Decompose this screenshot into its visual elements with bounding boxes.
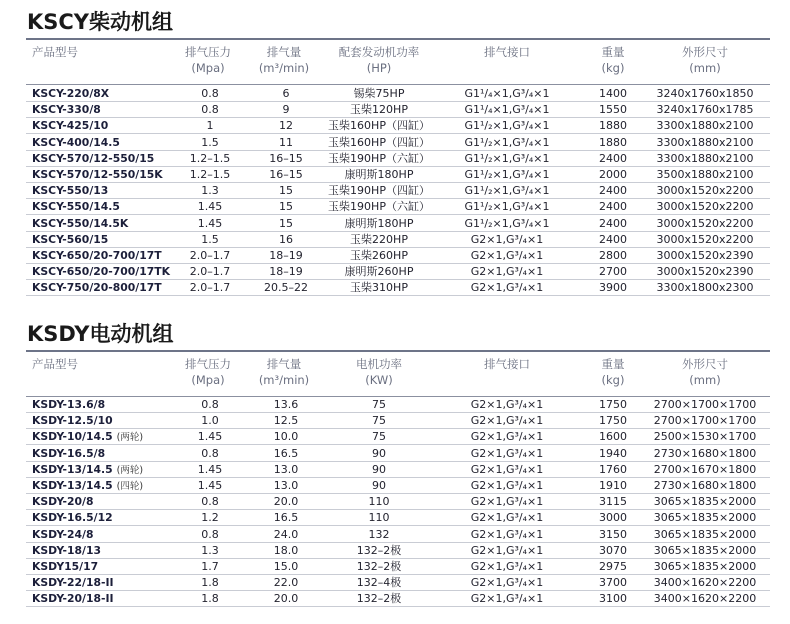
cell-model: KSCY-550/14.5: [32, 200, 120, 214]
table-row: [26, 183, 770, 199]
cell-power: 110: [368, 495, 390, 509]
ksdy-header-top-rule: [26, 350, 770, 352]
cell-pressure: 0.8: [201, 398, 219, 411]
cell-size: 3000x1520x2200: [656, 184, 754, 198]
cell-size: 3000x1520x2200: [656, 200, 754, 214]
cell-power: 75: [372, 430, 386, 444]
cell-weight: 3700: [599, 576, 627, 590]
cell-size: 3065×1835×2000: [653, 527, 757, 541]
cell-flow: 16.5: [273, 511, 299, 525]
cell-power: 132–4极: [356, 576, 402, 590]
cell-model: KSCY-560/15: [32, 232, 109, 246]
table-row: [26, 510, 770, 526]
cell-port: G1¹/₂×1,G³/₄×1: [464, 119, 550, 133]
cell-flow: 10.0: [273, 430, 299, 444]
cell-model: KSDY-18/13: [32, 543, 102, 557]
cell-flow: 13.6: [273, 398, 299, 411]
cell-model: KSDY-13.6/8: [32, 398, 106, 411]
cell-pressure: 1.7: [201, 560, 219, 573]
kscy-header-flow: 排气量 (m³/min): [258, 45, 310, 75]
cell-size: 2500×1530×1700: [653, 430, 757, 444]
cell-flow: 15: [279, 200, 293, 214]
cell-power: 玉柴220HP: [350, 232, 408, 246]
ksdy-header-model: 产品型号: [32, 357, 78, 371]
cell-flow: 12.5: [273, 414, 299, 428]
ksdy-header-pressure: 排气压力 (Mpa): [185, 357, 231, 387]
cell-port: G1¹/₂×1,G³/₄×1: [464, 151, 550, 165]
cell-size: 3065×1835×2000: [653, 511, 757, 525]
cell-weight: 3000: [599, 511, 627, 525]
cell-size: 2700×1700×1700: [653, 414, 757, 428]
cell-model-note: (四轮): [116, 481, 144, 492]
table-row: [26, 478, 770, 494]
cell-weight: 2000: [599, 168, 627, 181]
kscy-header-weight: 重量 (kg): [601, 45, 625, 75]
cell-pressure: 1.5: [201, 135, 219, 149]
cell-port: G2×1,G³/₄×1: [470, 527, 544, 541]
table-row: [26, 135, 770, 151]
cell-flow: 12: [279, 119, 293, 133]
kscy-header-power: 配套发动机功率 (HP): [338, 45, 420, 75]
cell-port: G2×1,G³/₄×1: [470, 281, 544, 295]
table-row: [26, 264, 770, 280]
cell-pressure: 0.8: [201, 103, 219, 117]
cell-model: KSCY-330/8: [32, 103, 101, 117]
cell-power: 132–2极: [356, 543, 402, 557]
cell-weight: 3900: [599, 281, 627, 295]
table-row: [26, 280, 770, 296]
cell-pressure: 1.45: [197, 430, 223, 444]
cell-size: 2700×1670×1800: [653, 462, 757, 476]
cell-power: 90: [372, 446, 386, 460]
cell-pressure: 0.8: [201, 495, 219, 509]
cell-pressure: 1.0: [201, 414, 219, 428]
cell-model: KSDY-20/18-II: [32, 592, 114, 606]
table-row: [26, 559, 770, 575]
cell-weight: 1400: [599, 87, 627, 100]
cell-flow: 6: [282, 87, 290, 100]
cell-port: G2×1,G³/₄×1: [470, 495, 544, 509]
cell-power: 75: [372, 414, 386, 428]
cell-port: G1¹/₄×1,G³/₄×1: [464, 103, 550, 117]
table-row: [26, 102, 770, 118]
cell-power: 玉柴160HP（四缸）: [328, 135, 430, 149]
cell-power: 玉柴190HP（六缸）: [328, 151, 430, 165]
cell-pressure: 1.45: [197, 200, 223, 214]
cell-weight: 1880: [599, 135, 627, 149]
cell-size: 2730×1680×1800: [653, 446, 757, 460]
cell-port: G2×1,G³/₄×1: [470, 265, 544, 279]
cell-port: G1¹/₂×1,G³/₄×1: [464, 135, 550, 149]
cell-power: 康明斯180HP: [344, 216, 414, 230]
cell-power: 玉柴190HP（四缸）: [328, 184, 430, 198]
cell-flow: 15: [279, 216, 293, 230]
table-row: [26, 167, 770, 183]
cell-pressure: 1.45: [197, 216, 223, 230]
cell-flow: 16–15: [269, 151, 303, 165]
table-row: [26, 248, 770, 264]
cell-flow: 15: [279, 184, 293, 198]
cell-port: G2×1,G³/₄×1: [470, 446, 544, 460]
cell-power: 110: [368, 511, 390, 525]
cell-size: 2730×1680×1800: [653, 479, 757, 492]
cell-pressure: 1.5: [201, 232, 219, 246]
cell-port: G2×1,G³/₄×1: [470, 232, 544, 246]
cell-weight: 1600: [599, 430, 627, 444]
cell-flow: 16–15: [269, 168, 303, 181]
cell-port: G2×1,G³/₄×1: [470, 479, 544, 492]
table-row: [26, 494, 770, 510]
cell-port: G2×1,G³/₄×1: [470, 560, 544, 573]
cell-weight: 3150: [599, 527, 627, 541]
table-row: [26, 118, 770, 134]
cell-power: 75: [372, 398, 386, 411]
cell-power: 玉柴160HP（四缸）: [328, 119, 430, 133]
cell-flow: 18–19: [269, 265, 303, 279]
cell-model: KSCY-650/20-700/17T: [32, 249, 162, 262]
cell-size: 3000x1520x2390: [656, 249, 754, 262]
cell-model: KSCY-400/14.5: [32, 135, 120, 149]
ksdy-header-power: 电机功率 (KW): [356, 357, 402, 387]
cell-size: 3000x1520x2390: [656, 265, 754, 279]
cell-power: 玉柴120HP: [350, 103, 408, 117]
cell-power: 90: [372, 462, 386, 476]
table-row: [26, 429, 770, 445]
cell-model: KSCY-750/20-800/17T: [32, 281, 162, 295]
cell-port: G2×1,G³/₄×1: [470, 592, 544, 606]
cell-power: 90: [372, 479, 386, 492]
cell-flow: 24.0: [273, 527, 299, 541]
cell-flow: 20.5–22: [264, 281, 308, 295]
cell-weight: 1880: [599, 119, 627, 133]
cell-port: G1¹/₂×1,G³/₄×1: [464, 216, 550, 230]
cell-power: 132: [368, 527, 390, 541]
cell-model: KSDY-10/14.5 (两轮): [32, 430, 144, 444]
cell-pressure: 0.8: [201, 87, 219, 100]
cell-model: KSCY-550/13: [32, 184, 109, 198]
cell-model-note: (两轮): [116, 464, 144, 476]
cell-size: 3400×1620×2200: [653, 592, 757, 606]
cell-port: G2×1,G³/₄×1: [470, 576, 544, 590]
cell-size: 3500x1880x2100: [656, 168, 754, 181]
cell-port: G1¹/₄×1,G³/₄×1: [464, 87, 550, 100]
table-row: [26, 86, 770, 102]
cell-weight: 2700: [599, 265, 627, 279]
kscy-header-bottom-rule: [26, 84, 770, 85]
ksdy-header-flow: 排气量 (m³/min): [258, 357, 310, 387]
cell-flow: 20.0: [273, 495, 299, 509]
cell-size: 3240x1760x1850: [656, 87, 754, 100]
cell-model: KSDY-20/8: [32, 495, 94, 509]
cell-pressure: 1.8: [201, 592, 219, 606]
cell-weight: 1750: [599, 398, 627, 411]
cell-port: G2×1,G³/₄×1: [470, 543, 544, 557]
cell-weight: 2400: [599, 184, 627, 198]
cell-weight: 3070: [599, 543, 627, 557]
table-row: [26, 413, 770, 429]
kscy-header-top-rule: [26, 38, 770, 40]
cell-weight: 1910: [599, 479, 627, 492]
ksdy-header-weight: 重量 (kg): [601, 357, 625, 387]
cell-pressure: 2.0–1.7: [189, 265, 231, 279]
cell-pressure: 0.8: [201, 446, 219, 460]
cell-model: KSCY-425/10: [32, 119, 109, 133]
cell-pressure: 1.2–1.5: [189, 151, 231, 165]
cell-weight: 1750: [599, 414, 627, 428]
table-row: [26, 462, 770, 478]
table-row: [26, 527, 770, 543]
cell-flow: 18–19: [269, 249, 303, 262]
table-row: [26, 151, 770, 167]
cell-flow: 22.0: [273, 576, 299, 590]
cell-model: KSDY-16.5/8: [32, 446, 106, 460]
cell-port: G1¹/₂×1,G³/₄×1: [464, 200, 550, 214]
cell-weight: 2800: [599, 249, 627, 262]
cell-weight: 2400: [599, 200, 627, 214]
cell-size: 3300x1800x2300: [656, 281, 754, 295]
table-row: [26, 591, 770, 607]
cell-port: G2×1,G³/₄×1: [470, 462, 544, 476]
cell-model-note: (两轮): [116, 432, 144, 444]
cell-model: KSDY-22/18-II: [32, 576, 114, 590]
cell-power: 锡柴75HP: [353, 87, 405, 100]
cell-pressure: 1.3: [201, 543, 219, 557]
cell-weight: 3100: [599, 592, 627, 606]
cell-flow: 16: [279, 232, 293, 246]
cell-weight: 3115: [599, 495, 627, 509]
cell-power: 康明斯260HP: [344, 265, 414, 279]
cell-pressure: 1.3: [201, 184, 219, 198]
cell-flow: 11: [279, 135, 293, 149]
cell-flow: 18.0: [273, 543, 299, 557]
table-row: [26, 446, 770, 462]
cell-size: 2700×1700×1700: [653, 398, 757, 411]
table-row: [26, 232, 770, 248]
cell-flow: 9: [282, 103, 290, 117]
cell-power: 康明斯180HP: [344, 168, 414, 181]
cell-model: KSDY-13/14.5 (两轮): [32, 462, 144, 476]
cell-size: 3065×1835×2000: [653, 560, 757, 573]
cell-weight: 2400: [599, 232, 627, 246]
cell-port: G2×1,G³/₄×1: [470, 511, 544, 525]
cell-model: KSDY15/17: [32, 560, 99, 573]
cell-size: 3300x1880x2100: [656, 135, 754, 149]
cell-pressure: 1.45: [197, 479, 223, 492]
cell-flow: 15.0: [273, 560, 299, 573]
cell-size: 3000x1520x2200: [656, 216, 754, 230]
cell-power: 玉柴190HP（六缸）: [328, 200, 430, 214]
cell-weight: 2975: [599, 560, 627, 573]
cell-weight: 1550: [599, 103, 627, 117]
cell-pressure: 2.0–1.7: [189, 249, 231, 262]
cell-model: KSCY-650/20-700/17TK: [32, 265, 171, 279]
table-row: [26, 199, 770, 215]
table-row: [26, 216, 770, 232]
cell-flow: 20.0: [273, 592, 299, 606]
cell-pressure: 1: [206, 119, 214, 133]
cell-weight: 1760: [599, 462, 627, 476]
cell-pressure: 1.45: [197, 462, 223, 476]
cell-port: G2×1,G³/₄×1: [470, 430, 544, 444]
cell-power: 玉柴310HP: [350, 281, 408, 295]
cell-weight: 2400: [599, 216, 627, 230]
table-row: [26, 543, 770, 559]
cell-size: 3000x1520x2200: [656, 232, 754, 246]
cell-weight: 2400: [599, 151, 627, 165]
cell-port: G2×1,G³/₄×1: [470, 398, 544, 411]
cell-model: KSCY-570/12-550/15: [32, 151, 155, 165]
kscy-header-size: 外形尺寸 (mm): [682, 45, 728, 75]
cell-pressure: 1.8: [201, 576, 219, 590]
cell-model: KSCY-550/14.5K: [32, 216, 129, 230]
cell-size: 3065×1835×2000: [653, 495, 757, 509]
cell-model: KSCY-570/12-550/15K: [32, 168, 163, 181]
cell-weight: 1940: [599, 446, 627, 460]
cell-model: KSDY-24/8: [32, 527, 94, 541]
cell-power: 玉柴260HP: [350, 249, 408, 262]
cell-flow: 13.0: [273, 462, 299, 476]
cell-pressure: 2.0–1.7: [189, 281, 231, 295]
cell-size: 3065×1835×2000: [653, 543, 757, 557]
kscy-header-model: 产品型号: [32, 45, 78, 59]
cell-model: KSDY-13/14.5 (四轮): [32, 479, 144, 492]
cell-port: G2×1,G³/₄×1: [470, 414, 544, 428]
cell-pressure: 0.8: [201, 527, 219, 541]
cell-size: 3240x1760x1785: [656, 103, 754, 117]
cell-port: G1¹/₂×1,G³/₄×1: [464, 168, 550, 181]
cell-model: KSDY-12.5/10: [32, 414, 113, 428]
cell-pressure: 1.2: [201, 511, 219, 525]
kscy-title: KSCY柴动机组: [27, 10, 174, 34]
cell-port: G1¹/₂×1,G³/₄×1: [464, 184, 550, 198]
ksdy-title: KSDY电动机组: [27, 322, 174, 346]
cell-size: 3300x1880x2100: [656, 119, 754, 133]
cell-model: KSDY-16.5/12: [32, 511, 113, 525]
cell-flow: 13.0: [273, 479, 299, 492]
cell-size: 3400×1620×2200: [653, 576, 757, 590]
cell-flow: 16.5: [273, 446, 299, 460]
cell-power: 132–2极: [356, 592, 402, 606]
table-row: [26, 397, 770, 413]
table-row: [26, 575, 770, 591]
cell-pressure: 1.2–1.5: [189, 168, 231, 181]
cell-model: KSCY-220/8X: [32, 87, 110, 100]
kscy-header-port: 排气接口: [484, 45, 530, 59]
cell-port: G2×1,G³/₄×1: [470, 249, 544, 262]
ksdy-header-size: 外形尺寸 (mm): [682, 357, 728, 387]
cell-power: 132–2极: [356, 560, 402, 573]
ksdy-header-port: 排气接口: [484, 357, 530, 371]
kscy-header-pressure: 排气压力 (Mpa): [185, 45, 231, 75]
cell-size: 3300x1880x2100: [656, 151, 754, 165]
